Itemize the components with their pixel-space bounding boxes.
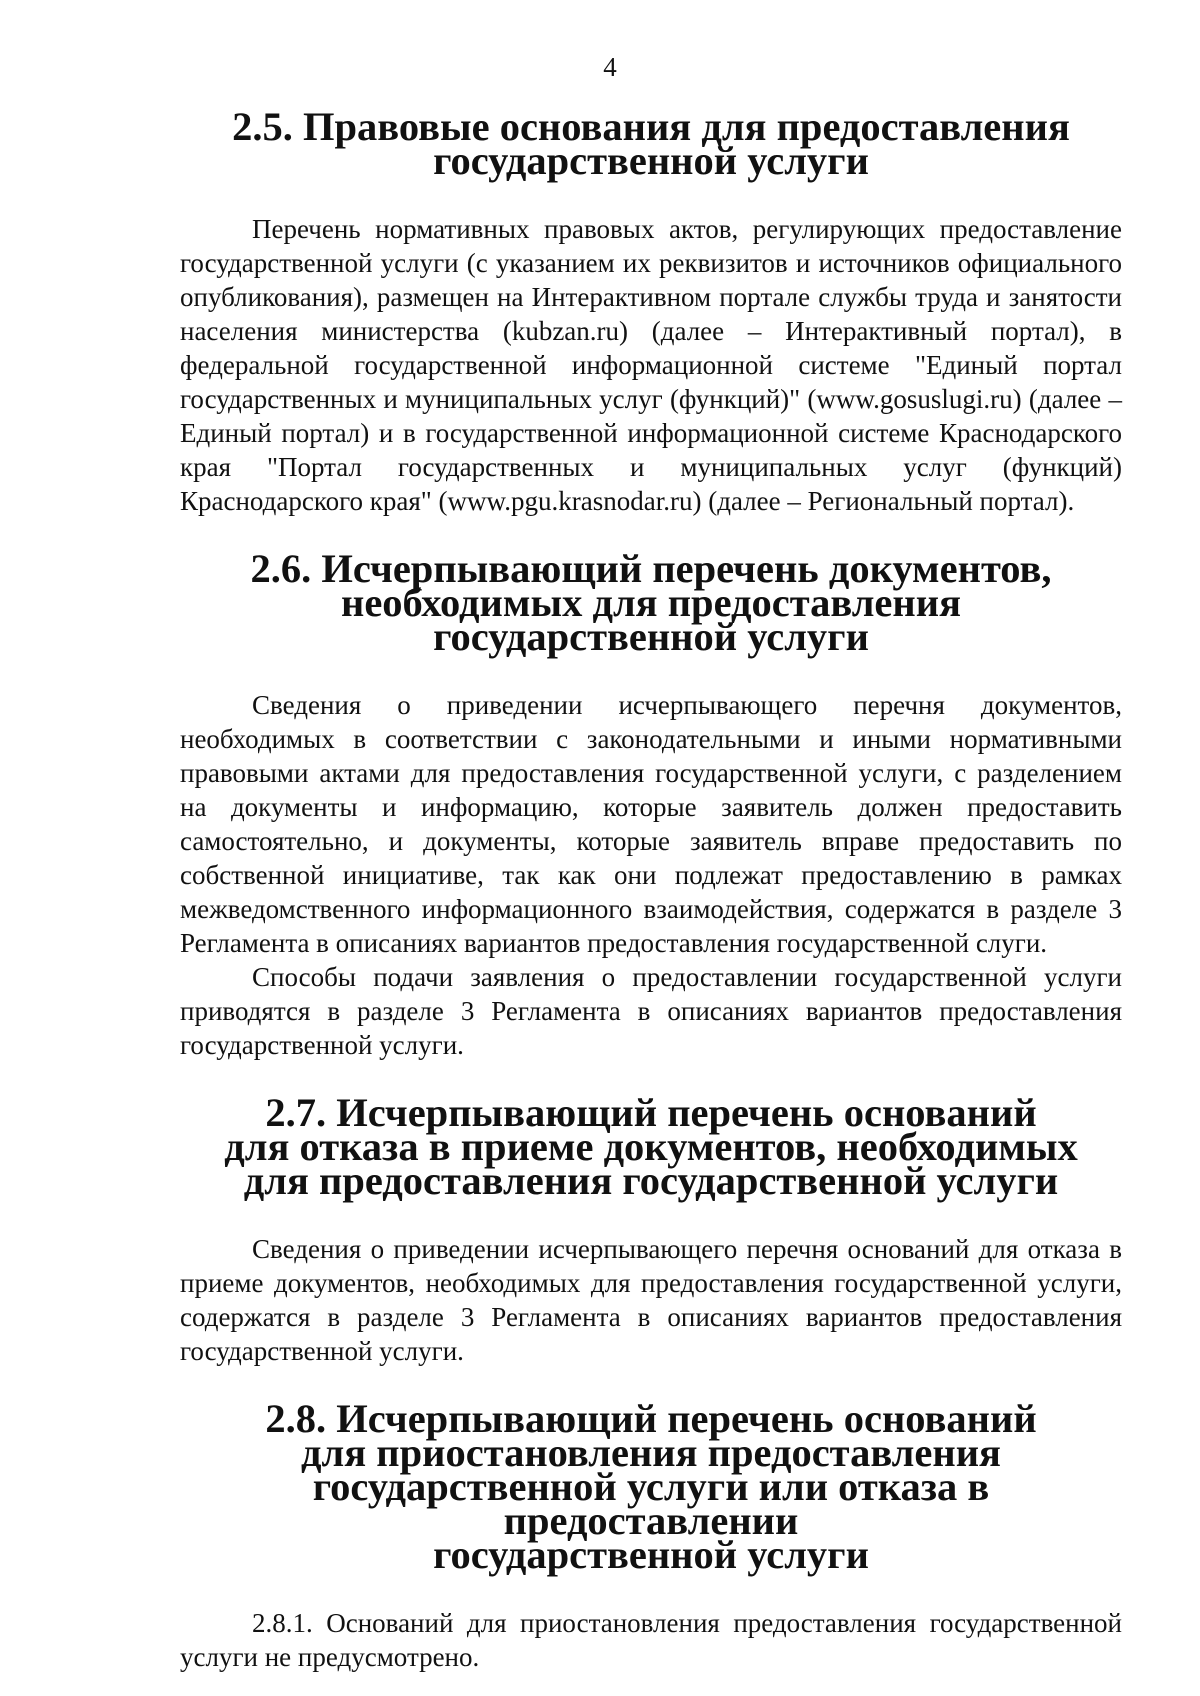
section-2-7 [180, 1090, 1122, 1368]
paragraph: Способы подачи заявления о предоставлении государственной услуги приводятся в разделе 3 Регламента в описаниях вариантов предоставления государственной услуги. [180, 962, 1122, 1060]
section-title-line: государственной услуги [433, 138, 869, 183]
section-title-line: государственной услуги [433, 614, 869, 659]
section-title [180, 1090, 1122, 1203]
paragraph: 2.8.1. Оснований для приостановления предоставления государственной услуги не предусмотрено. [180, 1608, 1122, 1672]
section-title [180, 104, 1122, 183]
document-body [180, 104, 1122, 1674]
section-title-line: для отказа в приеме документов, необходимых [224, 1124, 1078, 1169]
section-title-line: для приостановления предоставления [301, 1430, 1001, 1475]
section-title-line: 2.8. Исчерпывающий перечень оснований [265, 1396, 1037, 1441]
section-title-line: 2.5. Правовые основания для предоставления [232, 104, 1070, 149]
section-title-line: необходимых для предоставления [341, 580, 961, 625]
section-title-line: государственной услуги [433, 1532, 869, 1577]
section-2-5 [180, 104, 1122, 518]
paragraph: Перечень нормативных правовых актов, регулирующих предоставление государственной услуги (с указанием их реквизитов и источников официального опубликования), размещен на Интерактивном портале службы труда и занятости населения министерства (kubzan.ru) (далее – Интерактивный портал), в федеральной государственной информационной системе "Единый портал государственных и муниципальных услуг (функций)" (www.gosuslugi.ru) (далее – Единый портал) и в государственной информационной системе Краснодарского края "Портал государственных и муниципальных услуг (функций) Краснодарского края" (www.pgu.krasnodar.ru) (далее – Региональный портал). [180, 214, 1122, 516]
section-2-8 [180, 1396, 1122, 1674]
section-title-line: для предоставления государственной услуги [243, 1158, 1059, 1203]
section-title-line: 2.6. Исчерпывающий перечень документов, [250, 546, 1052, 591]
section-2-6 [180, 546, 1122, 1062]
section-title [180, 546, 1122, 659]
paragraph: Сведения о приведении исчерпывающего перечня документов, необходимых в соответствии с законодательными и иными нормативными правовыми актами для предоставления государственной услуги, с разделением на документы и информацию, которые заявитель должен предоставить самостоятельно, и документы, которые заявитель вправе предоставить по собственной инициативе, так как они подлежат предоставлению в рамках межведомственного информационного взаимодействия, содержатся в разделе 3 Регламента в описаниях вариантов предоставления государственной слуги. [180, 690, 1122, 958]
paragraph: Сведения о приведении исчерпывающего перечня оснований для отказа в приеме документов, необходимых для предоставления государственной услуги, содержатся в разделе 3 Регламента в описаниях вариантов предоставления государственной услуги. [180, 1234, 1122, 1366]
section-title [180, 1396, 1122, 1577]
section-title-line: государственной услуги или отказа в предоставлении [312, 1464, 990, 1543]
section-title-line: 2.7. Исчерпывающий перечень оснований [265, 1090, 1037, 1135]
page-number: 4 [603, 52, 617, 82]
